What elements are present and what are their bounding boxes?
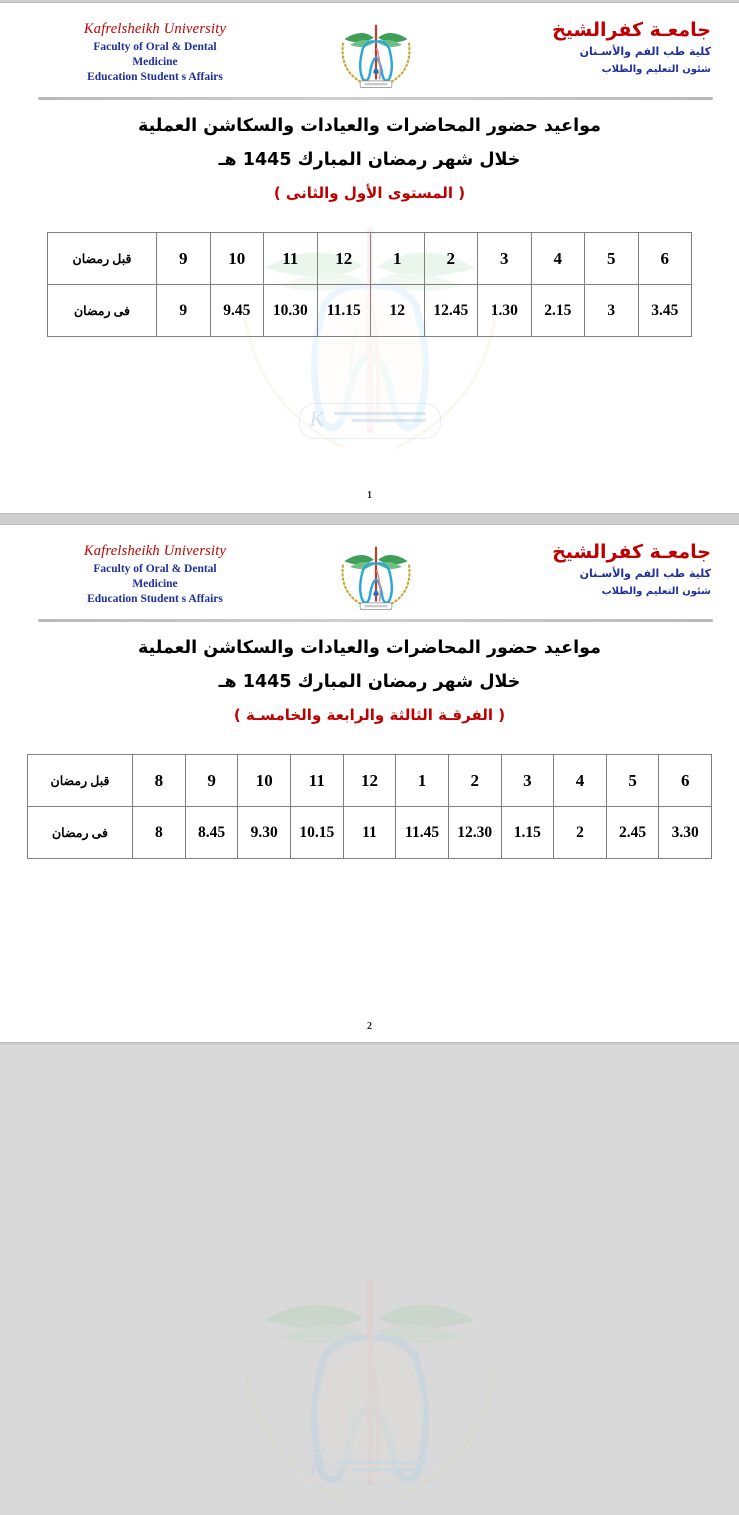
page-header — [0, 3, 739, 91]
table-cell: 3.45 — [638, 285, 692, 337]
stamp-initial: K — [309, 406, 325, 431]
header-faculty-ar: كلية طب الفم والأسـنان — [579, 45, 711, 58]
header-university-ar: جامعـة كفرالشيخ — [552, 19, 711, 41]
header-faculty-en-line3: Education Student s Affairs — [87, 593, 223, 606]
table-cell: 11 — [264, 233, 318, 285]
table-cell: 2 — [554, 807, 607, 859]
page-header — [0, 525, 739, 613]
page-title-line2: خلال شهر رمضان المبارك 1445 هـ — [218, 672, 521, 692]
table-cell: 9 — [185, 755, 238, 807]
table-cell: 12.30 — [448, 807, 501, 859]
table-row-label: قبل رمضان — [28, 755, 133, 807]
table-cell: 9.45 — [210, 285, 264, 337]
table-cell: 1 — [396, 755, 449, 807]
document-page-1 — [0, 2, 739, 514]
table-cell: 5 — [606, 755, 659, 807]
logo-container — [323, 17, 428, 91]
header-english-block — [40, 539, 270, 608]
header-faculty-en-line2: Medicine — [132, 578, 178, 591]
stamp-initial: K — [309, 1455, 325, 1480]
header-arabic-block — [481, 539, 711, 597]
schedule-table — [27, 754, 712, 859]
table-cell: 6 — [638, 233, 692, 285]
header-divider — [38, 97, 713, 100]
schedule-table-container — [0, 232, 739, 337]
table-row — [48, 285, 692, 337]
table-cell: 12 — [371, 285, 425, 337]
header-university-ar: جامعـة كفرالشيخ — [552, 541, 711, 563]
faculty-logo-watermark — [205, 1260, 535, 1510]
table-cell: 1.30 — [478, 285, 532, 337]
table-row-label: فى رمضان — [48, 285, 157, 337]
table-row-label: قبل رمضان — [48, 233, 157, 285]
header-faculty-en-line2: Medicine — [132, 56, 178, 69]
table-cell: 8 — [133, 807, 186, 859]
page-subtitle: ( الفرقـة الثالثة والرابعة والخامسـة ) — [233, 706, 506, 724]
table-cell: 4 — [554, 755, 607, 807]
logo-container — [323, 539, 428, 613]
table-row — [28, 755, 712, 807]
table-cell: 8.45 — [185, 807, 238, 859]
table-cell: 10.15 — [291, 807, 344, 859]
table-cell: 11 — [291, 755, 344, 807]
table-cell: 2.15 — [531, 285, 585, 337]
table-cell: 8 — [133, 755, 186, 807]
header-faculty-en-line1: Faculty of Oral & Dental — [93, 563, 217, 575]
table-cell: 2 — [448, 755, 501, 807]
stamp-lines — [334, 1461, 426, 1475]
header-faculty-en-line1: Faculty of Oral & Dental — [93, 41, 217, 53]
schedule-table-container — [0, 754, 739, 859]
page-title-block — [0, 638, 739, 724]
table-cell: 9.30 — [238, 807, 291, 859]
table-cell: 3 — [501, 755, 554, 807]
header-department-ar: شئون التعليم والطلاب — [601, 64, 711, 75]
table-cell: 6 — [659, 755, 712, 807]
header-faculty-en — [40, 40, 270, 86]
approval-stamp-watermark — [299, 1452, 441, 1488]
dental-faculty-logo-icon — [332, 19, 420, 91]
table-cell: 10 — [210, 233, 264, 285]
table-cell: 12 — [343, 755, 396, 807]
table-cell: 4 — [531, 233, 585, 285]
page-title-line1: مواعيد حضور المحاضرات والعيادات والسكاشن العملية — [138, 638, 601, 658]
table-cell: 1 — [371, 233, 425, 285]
table-cell: 11.45 — [396, 807, 449, 859]
header-university-en: Kafrelsheikh University — [83, 543, 227, 559]
table-cell: 9 — [157, 285, 211, 337]
table-cell: 12.45 — [424, 285, 478, 337]
page-number: 2 — [367, 1021, 372, 1032]
table-cell: 11 — [343, 807, 396, 859]
table-cell: 3 — [478, 233, 532, 285]
dental-faculty-logo-icon — [332, 541, 420, 613]
table-cell: 2.45 — [606, 807, 659, 859]
header-divider — [38, 619, 713, 622]
page-title-line1: مواعيد حضور المحاضرات والعيادات والسكاشن العملية — [138, 116, 601, 136]
stamp-lines — [334, 412, 426, 426]
table-cell: 2 — [424, 233, 478, 285]
page-number: 1 — [367, 490, 372, 501]
header-faculty-ar: كلية طب الفم والأسـنان — [579, 567, 711, 580]
page-subtitle: ( المستوى الأول والثانى ) — [273, 184, 466, 202]
table-row — [48, 233, 692, 285]
table-row-label: فى رمضان — [28, 807, 133, 859]
document-page-2 — [0, 524, 739, 1480]
table-cell: 11.15 — [317, 285, 371, 337]
header-english-block — [40, 17, 270, 86]
header-department-ar: شئون التعليم والطلاب — [601, 586, 711, 597]
header-arabic-block — [481, 17, 711, 75]
header-university-en: Kafrelsheikh University — [83, 21, 227, 37]
table-cell: 3.30 — [659, 807, 712, 859]
table-row — [28, 807, 712, 859]
header-faculty-en — [40, 562, 270, 608]
table-cell: 10.30 — [264, 285, 318, 337]
page-title-line2: خلال شهر رمضان المبارك 1445 هـ — [218, 150, 521, 170]
table-cell: 5 — [585, 233, 639, 285]
table-cell: 12 — [317, 233, 371, 285]
table-cell: 9 — [157, 233, 211, 285]
approval-stamp-watermark — [299, 403, 441, 439]
header-faculty-en-line3: Education Student s Affairs — [87, 71, 223, 84]
table-cell: 1.15 — [501, 807, 554, 859]
page-title-block — [0, 116, 739, 202]
table-cell: 10 — [238, 755, 291, 807]
table-cell: 3 — [585, 285, 639, 337]
schedule-table — [47, 232, 692, 337]
